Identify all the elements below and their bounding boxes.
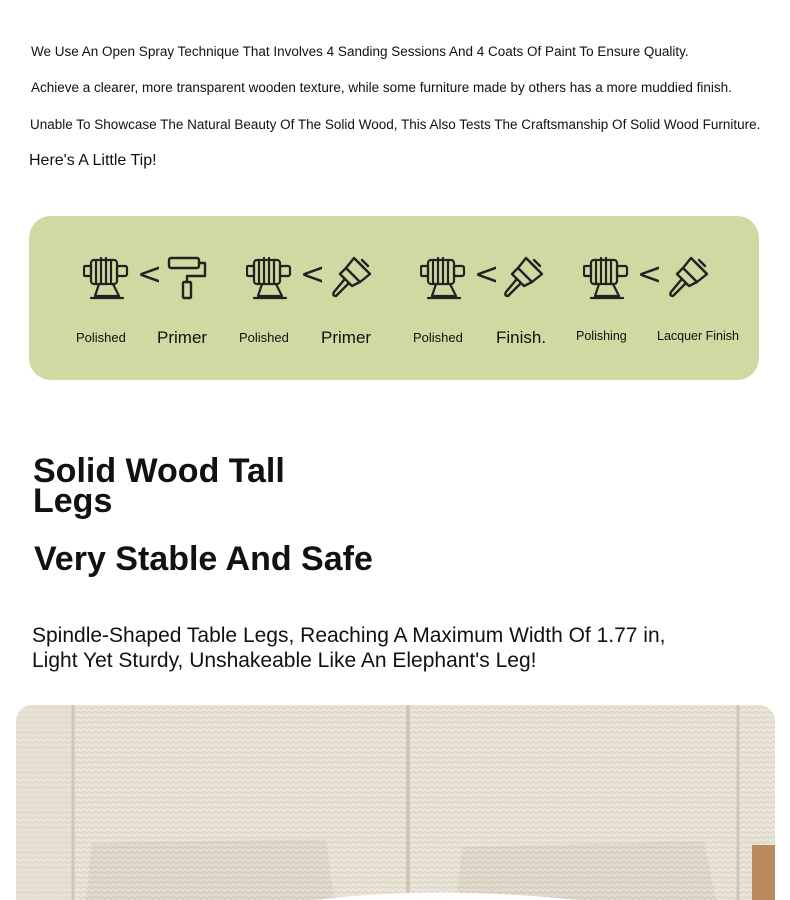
paint-brush-icon [498,252,548,302]
headboard-illustration [16,705,775,900]
sander-icon [83,252,133,302]
less-than-symbol: < [474,257,500,292]
step-4-label-right: Lacquer Finish [657,329,739,343]
step-2-label-right: Primer [321,328,372,347]
sander-icon [583,252,633,302]
step-3-label-right: Finish. [496,328,547,347]
process-panel [29,216,759,380]
intro-line-1: We Use An Open Spray Technique That Involves 4 Sanding Sessions And 4 Coats Of Paint To Ensure Quality. [31,44,689,59]
step-1-label-left: Polished [76,330,126,345]
step-3-label-left: Polished [413,330,463,345]
step-2-label-left: Polished [239,330,289,345]
legs-subheading: Very Stable And Safe [34,540,373,578]
less-than-symbol: < [300,257,326,292]
less-than-symbol: < [137,257,163,292]
less-than-symbol: < [637,257,663,292]
step-4-label-left: Polishing [576,329,627,343]
step-1-label-right: Primer [157,328,208,347]
paint-brush-icon [326,252,376,302]
bed-headboard-photo [16,705,775,900]
paint-roller-icon [163,252,213,302]
paint-brush-icon [663,252,713,302]
sander-icon [246,252,296,302]
intro-line-2: Achieve a clearer, more transparent wooden texture, while some furniture made by others has a more muddied finish. [31,80,732,95]
sander-icon [420,252,470,302]
tip-heading: Here's A Little Tip! [29,152,157,169]
intro-line-3: Unable To Showcase The Natural Beauty Of The Solid Wood, This Also Tests The Craftsmanship Of Solid Wood Furniture. [30,117,761,132]
legs-description: Spindle-Shaped Table Legs, Reaching A Maximum Width Of 1.77 in, Light Yet Sturdy, Unshakeable Like An Elephant's Leg! [32,624,666,672]
legs-heading: Solid Wood Tall Legs [33,452,285,520]
